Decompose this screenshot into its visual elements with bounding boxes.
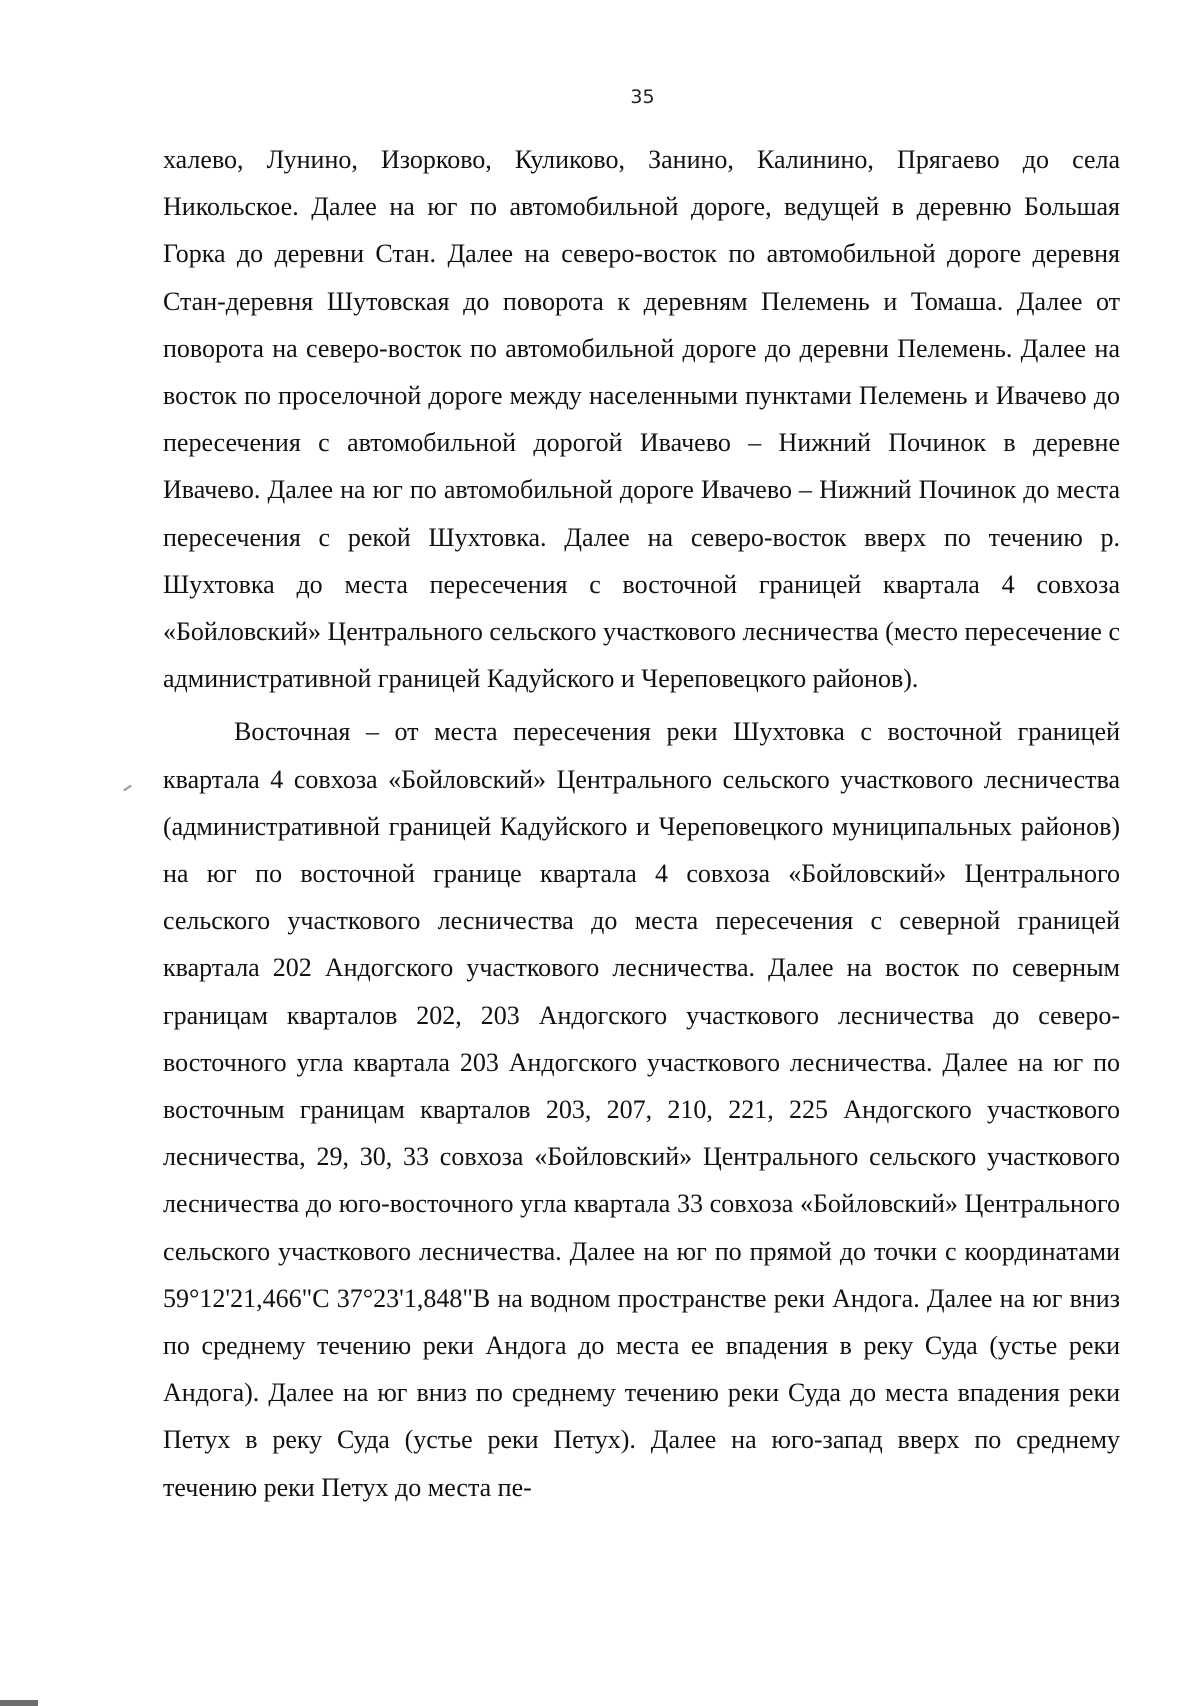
- paragraph-continuation: халево, Лунино, Изорково, Куликово, Занино, Калинино, Прягаево до села Никольское. Далее на юг по автомобильной дороге, ведущей в деревню Большая Горка до деревни Стан. Далее на северо-восток по автомобильной дороге деревня Стан-деревня Шутовская до поворота к деревням Пелемень и Томаша. Далее от поворота на северо-восток по автомобильной дороге до деревни Пелемень. Далее на восток по проселочной дороге между населенными пунктами Пелемень и Ивачево до пересечения с автомобильной дорогой Ивачево – Нижний Починок в деревне Ивачево. Далее на юг по автомобильной дороге Ивачево – Нижний Починок до места пересечения с рекой Шухтовка. Далее на северо-восток вверх по течению р. Шухтовка до места пересечения с восточной границей квартала 4 совхоза «Бойловский» Центрального сельского участкового лесничества (место пересечение с административной границей Кадуйского и Череповецкого районов).: [163, 145, 1120, 694]
- document-body: [163, 136, 1120, 1511]
- scan-edge-mark: [0, 1700, 38, 1706]
- scan-mark: [123, 785, 132, 792]
- paragraph-eastern-boundary: Восточная – от места пересечения реки Шухтовка с восточной границей квартала 4 совхоза «Бойловский» Центрального сельского участкового лесничества (административной границей Кадуйского и Череповецкого муниципальных районов) на юг по восточной границе квартала 4 совхоза «Бойловский» Центрального сельского участкового лесничества до места пересечения с северной границей квартала 202 Андогского участкового лесничества. Далее на восток по северным границам кварталов 202, 203 Андогского участкового лесничества до северо-восточного угла квартала 203 Андогского участкового лесничества. Далее на юг по восточным границам кварталов 203, 207, 210, 221, 225 Андогского участкового лесничества, 29, 30, 33 совхоза «Бойловский» Центрального сельского участкового лесничества до юго-восточного угла квартала 33 совхоза «Бойловский» Центрального сельского участкового лесничества. Далее на юг по прямой до точки с координатами 59°12'21,466"С 37°23'1,848"В на водном пространстве реки Андога. Далее на юг вниз по среднему течению реки Андога до места ее впадения в реку Суда (устье реки Андога). Далее на юг вниз по среднему течению реки Суда до места впадения реки Петух в реку Суда (устье реки Петух). Далее на юго-запад вверх по среднему течению реки Петух до места пе-: [163, 717, 1120, 1502]
- page-number: 35: [630, 86, 655, 108]
